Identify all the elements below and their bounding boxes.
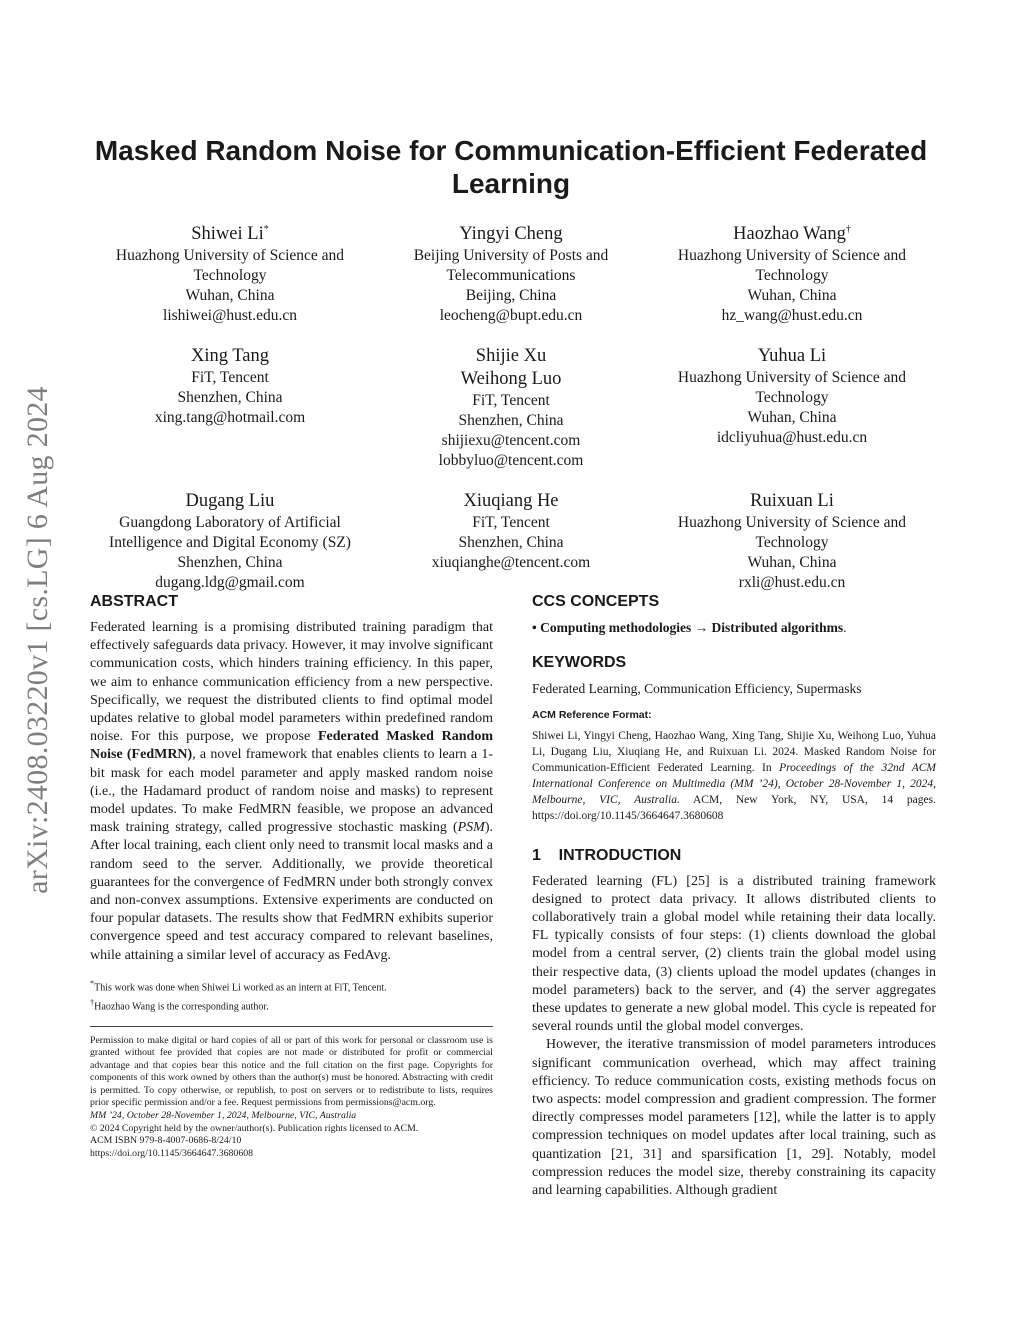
author bbox=[652, 218, 932, 326]
author-email: hz_wang@hust.edu.cn bbox=[721, 307, 863, 325]
author-location: Shenzhen, China bbox=[177, 389, 283, 407]
author-affiliation: FiT, Tencent bbox=[472, 514, 550, 532]
author-affiliation: Huazhong University of Science and Technology bbox=[677, 247, 907, 285]
author-email: leocheng@bupt.edu.cn bbox=[439, 307, 583, 325]
author-affiliation: FiT, Tencent bbox=[472, 392, 550, 410]
left-column bbox=[90, 592, 493, 1160]
author bbox=[371, 340, 651, 471]
author-location: Shenzhen, China bbox=[177, 554, 283, 572]
author-affiliation: FiT, Tencent bbox=[191, 369, 269, 387]
author-affiliation: Guangdong Laboratory of Artificial Intelligence and Digital Economy (SZ) bbox=[109, 514, 351, 552]
footnote-mark: † bbox=[845, 224, 851, 235]
ccs-heading: CCS CONCEPTS bbox=[532, 593, 660, 610]
author-email: lishiwei@hust.edu.cn bbox=[163, 307, 297, 325]
author-name: Xiuqiang He bbox=[463, 491, 559, 512]
author-location: Wuhan, China bbox=[185, 287, 275, 305]
author-name: Yuhua Li bbox=[757, 346, 827, 367]
author bbox=[652, 340, 932, 471]
author bbox=[652, 485, 932, 593]
author-email: lobbyluo@tencent.com bbox=[438, 452, 584, 470]
footnotes bbox=[90, 977, 493, 1014]
author-name: Yingyi Cheng bbox=[459, 224, 563, 245]
author-email: xiuqianghe@tencent.com bbox=[431, 554, 591, 572]
footnote: †Haozhao Wang is the corresponding author. bbox=[90, 998, 269, 1013]
author-block bbox=[90, 218, 932, 607]
author-name: Weihong Luo bbox=[460, 369, 562, 390]
author-name: Haozhao Wang bbox=[733, 224, 846, 245]
arxiv-identifier: arXiv:2408.03220v1 [cs.LG] 6 Aug 2024 bbox=[20, 386, 54, 894]
introduction-heading: 1 INTRODUCTION bbox=[532, 846, 682, 864]
author bbox=[90, 485, 370, 593]
author-location: Wuhan, China bbox=[747, 409, 837, 427]
abstract-heading: ABSTRACT bbox=[90, 593, 178, 610]
paper-title: Masked Random Noise for Communication-Efficient Federated Learning bbox=[94, 135, 928, 199]
keywords-heading: KEYWORDS bbox=[532, 654, 627, 672]
reference-text: Shiwei Li, Yingyi Cheng, Haozhao Wang, Xing Tang, Shijie Xu, Weihong Luo, Yuhua Li, Dugang Liu, Xiuqiang He, and Ruixuan Li. 2024. Masked Random Noise for Communication-Efficient Federated Learning. In Proceedings of the 32nd ACM International Conference on Multimedia (MM ’24), October 28-November 1, 2024, Melbourne, VIC, Australia. ACM, New York, NY, USA, 14 pages. https://doi.org/10.1145/3664647.3680608 bbox=[532, 729, 936, 822]
author-name: Dugang Liu bbox=[185, 491, 275, 512]
author-email: idcliyuhua@hust.edu.cn bbox=[716, 429, 868, 447]
permission-notice bbox=[90, 1035, 493, 1161]
author-location: Shenzhen, China bbox=[458, 412, 564, 430]
author-row bbox=[90, 218, 932, 326]
author-name: Xing Tang bbox=[190, 346, 269, 367]
author bbox=[371, 485, 651, 593]
author-row bbox=[90, 340, 932, 471]
reference-heading: ACM Reference Format: bbox=[532, 709, 652, 722]
author-location: Wuhan, China bbox=[747, 554, 837, 572]
author-affiliation: Beijing University of Posts and Telecommunications bbox=[413, 247, 609, 285]
right-column bbox=[532, 592, 936, 1200]
author-email: xing.tang@hotmail.com bbox=[154, 409, 306, 427]
introduction-paragraph: Federated learning (FL) [25] is a distributed training framework designed to protect data privacy. It allows distributed clients to collaboratively train a global model while retaining their data locally. FL typically consists of four steps: (1) clients download the global model from a central server, (2) clients train the global model using their respective data, (3) clients upload the model updates (changes in model parameters) back to the server, and (4) the server aggregates these updates to generate a new global model. This cycle is repeated for several rounds until the global model converges. bbox=[532, 873, 936, 1035]
ccs-text: • Computing methodologies → Distributed algorithms. bbox=[532, 620, 847, 635]
author-row bbox=[90, 485, 932, 593]
copyright-line: © 2024 Copyright held by the owner/author(s). Publication rights licensed to ACM. bbox=[90, 1122, 419, 1134]
author bbox=[90, 218, 370, 326]
permission-text: Permission to make digital or hard copies of all or part of this work for personal or classroom use is granted without fee provided that copies are not made or distributed for profit or commercial advantage and that copies bear this notice and the full citation on the first page. Copyrights for components of this work owned by others than the author(s) must be honored. Abstracting with credit is permitted. To copy otherwise, or republish, to post on servers or to redistribute to lists, requires prior specific permission and/or a fee. Request permissions from permissions@acm.org. bbox=[90, 1034, 493, 1109]
introduction-paragraph: However, the iterative transmission of model parameters introduces significant communication overhead, which may affect training efficiency. To reduce communication costs, existing methods focus on two aspects: model compression and gradient compression. The former directly compresses model parameters [12], while the latter is to apply compression techniques on model updates after local training, such as quantization [21, 31] and sparsification [1, 29]. Notably, model compression reduces the model size, thereby constraining its capacity and learning capabilities. Although gradient bbox=[532, 1037, 936, 1199]
author-name: Ruixuan Li bbox=[750, 491, 834, 512]
author-location: Wuhan, China bbox=[747, 287, 837, 305]
doi-link[interactable]: https://doi.org/10.1145/3664647.3680608 bbox=[90, 1147, 254, 1159]
author bbox=[371, 218, 651, 326]
author-email: dugang.ldg@gmail.com bbox=[155, 574, 305, 592]
abstract-text: Federated learning is a promising distributed training paradigm that effectively safeguards data privacy. However, it may involve significant communication costs, which hinders training efficiency. In this paper, we aim to enhance communication efficiency from a new perspective. Specifically, we request the distributed clients to find optimal model updates relative to global model parameters within predefined random noise. For this purpose, we propose Federated Masked Random Noise (FedMRN), a novel framework that enables clients to learn a 1-bit mask for each model parameter and apply masked random noise (i.e., the Hadamard product of random noise and masks) to represent model updates. To make FedMRN feasible, we propose an advanced mask training strategy, called progressive stochastic masking (PSM). After local training, each client only need to transmit local masks and a random seed to the server. Additionally, we provide theoretical guarantees for the convergence of FedMRN under both strongly convex and non-convex assumptions. Extensive experiments are conducted on four popular datasets. The results show that FedMRN exhibits superior convergence speed and test accuracy compared to relevant baselines, while attaining a similar level of accuracy as FedAvg. bbox=[90, 620, 494, 963]
author-email: rxli@hust.edu.cn bbox=[738, 574, 846, 592]
keywords-text: Federated Learning, Communication Efficiency, Supermasks bbox=[532, 681, 862, 697]
author-location: Beijing, China bbox=[465, 287, 557, 305]
author-affiliation: Huazhong University of Science and Technology bbox=[677, 369, 907, 407]
author-affiliation: Huazhong University of Science and Technology bbox=[677, 514, 907, 552]
footnote-mark: * bbox=[263, 224, 269, 235]
author-email: shijiexu@tencent.com bbox=[441, 432, 581, 450]
author-location: Shenzhen, China bbox=[458, 534, 564, 552]
author-name: Shijie Xu bbox=[475, 346, 547, 367]
conference-venue: MM ’24, October 28-November 1, 2024, Melbourne, VIC, Australia bbox=[90, 1110, 357, 1122]
footnote-divider bbox=[90, 1026, 493, 1027]
author bbox=[90, 340, 370, 471]
footnote: *This work was done when Shiwei Li worked as an intern at FiT, Tencent. bbox=[90, 978, 387, 994]
isbn-line: ACM ISBN 979-8-4007-0686-8/24/10 bbox=[90, 1135, 242, 1147]
author-affiliation: Huazhong University of Science and Technology bbox=[115, 247, 345, 285]
author-name: Shiwei Li bbox=[191, 224, 264, 245]
